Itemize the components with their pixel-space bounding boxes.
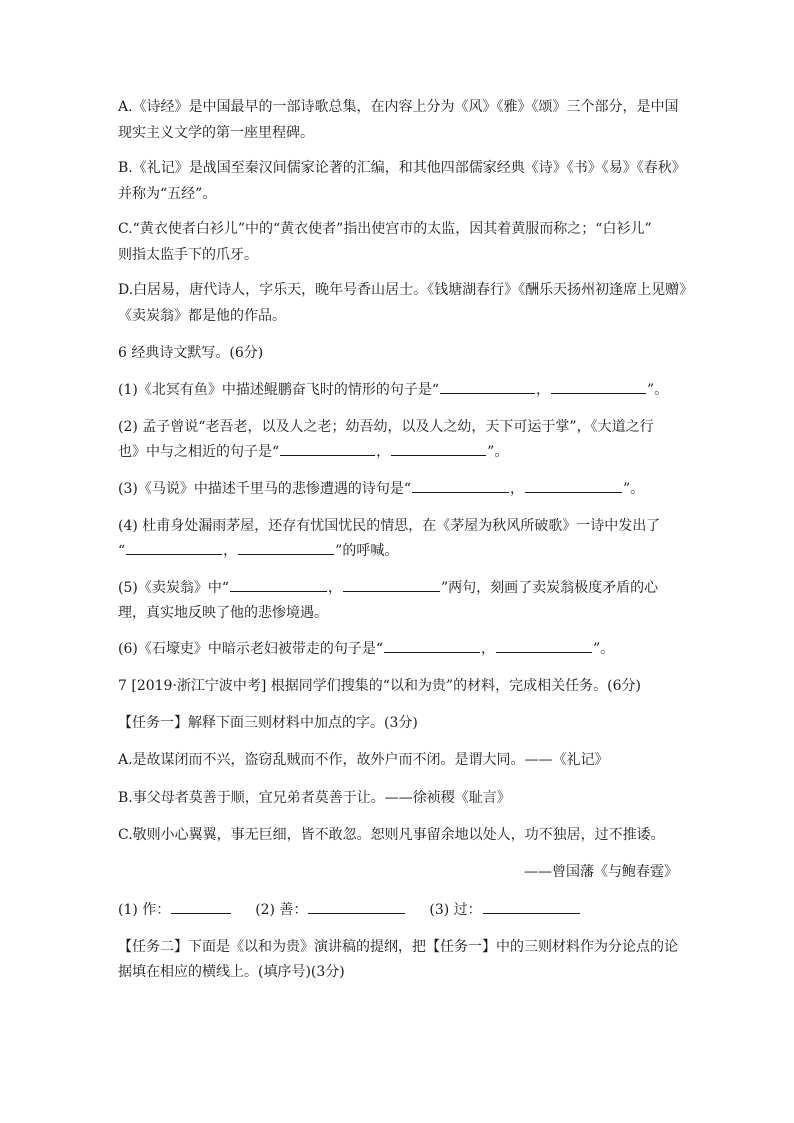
answer-blank[interactable] (391, 443, 486, 456)
answer-label-3: (3) 过： (429, 902, 482, 918)
answer-blank[interactable] (126, 542, 222, 555)
q6-item-4-suffix: ”的呼喊。 (335, 543, 399, 559)
answer-blank[interactable] (308, 901, 405, 914)
answer-blank[interactable] (238, 542, 334, 555)
task1-material-c-source: ——曾国藩《与鲍春霆》 (524, 864, 678, 880)
q6-item-2-prefix: 也》中与之相近的句子是“ (118, 444, 280, 460)
answer-blank[interactable] (280, 443, 375, 456)
separator: ， (328, 580, 342, 596)
q6-title: 6 经典诗文默写。(6分) (118, 345, 264, 361)
q6-item-2-line1: (2) 孟子曾说“老吾老，以及人之老；幼吾幼，以及人之幼，天下可运于掌”，《大道之行 (118, 419, 654, 435)
answer-blank[interactable] (551, 381, 646, 394)
q6-item-4-line1: (4) 杜甫身处漏雨茅屋，还存有忧国忧民的情思，在《茅屋为秋风所破歌》一诗中发出了 (118, 518, 661, 534)
q7-title: 7 [2019·浙江宁波中考] 根据同学们搜集的“以和为贵”的材料，完成相关任务。(6分) (118, 678, 641, 694)
answer-blank[interactable] (525, 480, 622, 493)
q5-option-b-line2: 并称为“五经”。 (118, 186, 217, 202)
separator: ， (376, 444, 391, 460)
q6-item-3-prefix: (3)《马说》中描述千里马的悲惨遭遇的诗句是“ (118, 481, 411, 497)
separator: ， (481, 641, 495, 657)
q6-item-6 (118, 640, 678, 658)
answer-label-1: (1) 作： (118, 902, 171, 918)
q6-item-5-line2: 理，真实地反映了他的悲惨境遇。 (118, 605, 328, 621)
answer-blank[interactable] (384, 640, 480, 653)
q6-item-1-suffix: ”。 (647, 382, 669, 398)
task1-title: 【任务一】解释下面三则材料中加点的字。(3分) (118, 715, 418, 731)
q6-item-4-line2 (118, 542, 678, 560)
task2-line1: 【任务二】下面是《以和为贵》演讲稿的提纲，把【任务一】中的三则材料作为分论点的论 (118, 939, 678, 955)
q5-option-a-line1: A.《诗经》是中国最早的一部诗歌总集，在内容上分为《风》《雅》《颂》三个部分，是中国 (118, 99, 679, 115)
task1-material-b: B.事父母者莫善于顺，宜兄弟者莫善于让。——徐祯稷《耻言》 (118, 790, 511, 806)
q5-option-c-line1: C.“黄衣使者白衫儿”中的“黄衣使者”指出使宫市的太监，因其着黄服而称之；“白衫儿” (118, 221, 652, 237)
q5-option-c-line2: 则指太监手下的爪牙。 (118, 247, 258, 263)
q6-item-5-line1 (118, 579, 678, 597)
task1-answer-row (118, 901, 678, 919)
q6-item-3 (118, 480, 678, 498)
q5-option-d-line2: 《卖炭翁》都是他的作品。 (118, 308, 286, 324)
separator: ， (536, 382, 550, 398)
task2-line2: 据填在相应的横线上。(填序号)(3分) (118, 964, 345, 980)
separator: ， (510, 481, 524, 497)
q6-item-5-suffix: ”两句，刻画了卖炭翁极度矛盾的心 (441, 580, 659, 596)
q6-item-3-suffix: ”。 (623, 481, 645, 497)
task1-material-a: A.是故谋闭而不兴，盗窃乱贼而不作，故外户而不闭。是谓大同。——《礼记》 (118, 752, 609, 768)
answer-blank[interactable] (343, 579, 440, 592)
q6-item-4-prefix: “ (118, 543, 126, 559)
q6-item-2-suffix: ”。 (487, 444, 509, 460)
separator: ， (223, 543, 238, 559)
q6-item-5-prefix: (5)《卖炭翁》中“ (118, 580, 229, 596)
q5-option-d-line1: D.白居易，唐代诗人，字乐天，晚年号香山居士。《钱塘湖春行》《酬乐天扬州初逢席上见赠》 (118, 282, 694, 298)
answer-blank[interactable] (230, 579, 327, 592)
answer-label-2: (2) 善： (255, 902, 308, 918)
answer-blank[interactable] (412, 480, 509, 493)
task1-material-c: C.敬则小心翼翼，事无巨细，皆不敢忽。恕则凡事留余地以处人，功不独居，过不推诿。 (118, 827, 665, 843)
q5-option-a-line2: 现实主义文学的第一座里程碑。 (118, 125, 314, 141)
q6-item-6-prefix: (6)《石壕吏》中暗示老妇被带走的句子是“ (118, 641, 383, 657)
answer-blank[interactable] (171, 901, 231, 914)
q6-item-6-suffix: ”。 (593, 641, 615, 657)
answer-blank[interactable] (483, 901, 580, 914)
answer-blank[interactable] (440, 381, 535, 394)
q5-option-b-line1: B.《礼记》是战国至秦汉间儒家论著的汇编，和其他四部儒家经典《诗》《书》《易》《春秋》 (118, 160, 686, 176)
q6-item-1-prefix: (1)《北冥有鱼》中描述鲲鹏奋飞时的情形的句子是“ (118, 382, 439, 398)
q6-item-2-line2 (118, 443, 678, 461)
q6-item-1 (118, 381, 678, 399)
answer-blank[interactable] (496, 640, 592, 653)
